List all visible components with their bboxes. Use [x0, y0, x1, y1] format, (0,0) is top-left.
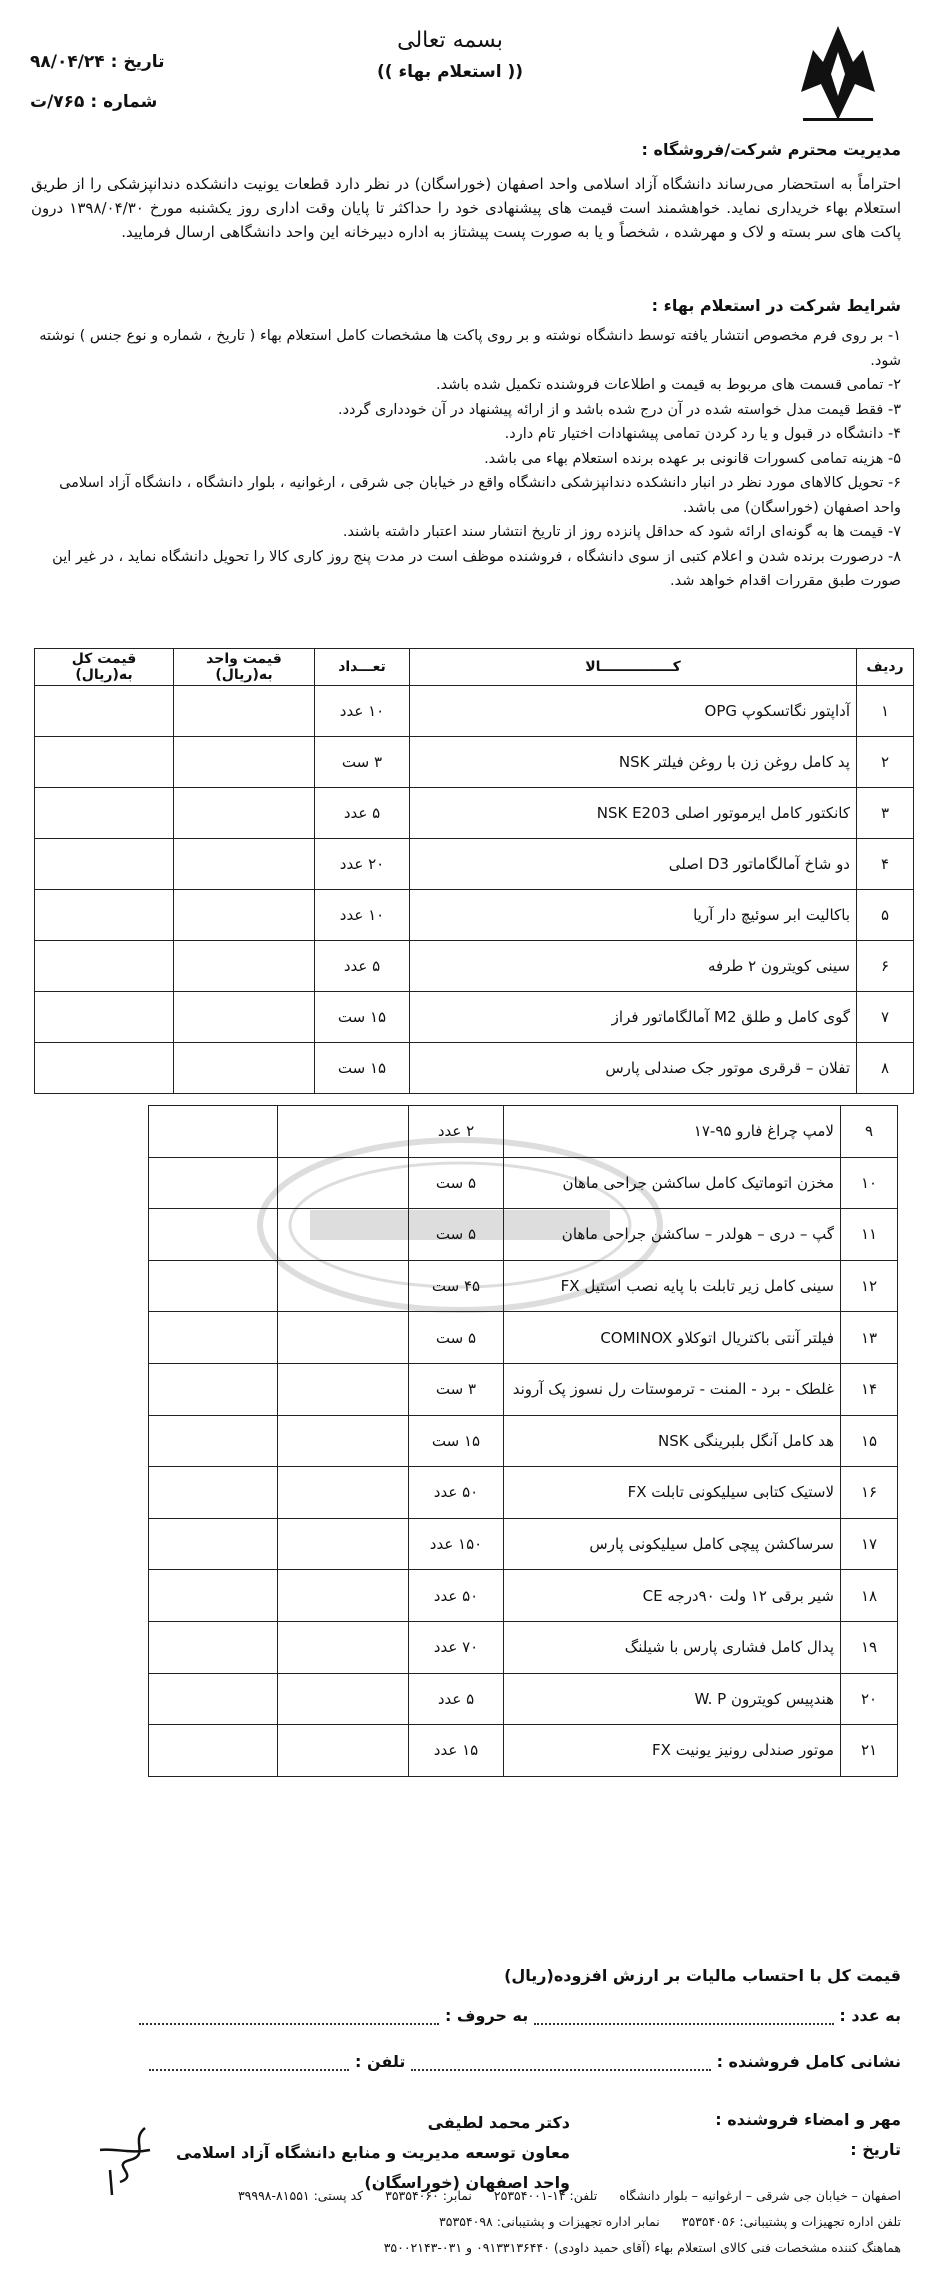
- seller-address-field[interactable]: [411, 2055, 711, 2071]
- total-price-cell[interactable]: [149, 1621, 278, 1673]
- table-row: [149, 1106, 898, 1158]
- signatory-block: [150, 2108, 570, 2198]
- item-quantity: ۱۰ عدد: [315, 686, 410, 737]
- row-index: ۱۴: [841, 1363, 898, 1415]
- total-price-cell[interactable]: [149, 1312, 278, 1364]
- condition-item: ۸- درصورت برنده شدن و اعلام کتبی از سوی دانشگاه ، فروشنده موظف است در مدت پنج روز کاری کالا را تحویل دانشگاه نماید ، در غیر این صورت طبق مقررات اقدام خواهد شد.: [52, 548, 901, 589]
- table-row: [149, 1518, 898, 1570]
- item-name: فیلتر آنتی باکتریال اتوکلاو COMINOX: [504, 1312, 841, 1364]
- row-index: ۵: [857, 890, 914, 941]
- row-index: ۶: [857, 941, 914, 992]
- unit-price-cell[interactable]: [278, 1106, 409, 1158]
- table-row: [149, 1725, 898, 1777]
- bismillah: بسمه تعالی: [397, 28, 503, 53]
- unit-price-cell[interactable]: [278, 1467, 409, 1519]
- item-name: آداپتور نگاتسکوپ OPG: [410, 686, 857, 737]
- item-quantity: ۲۰ عدد: [315, 839, 410, 890]
- total-price-cell[interactable]: [35, 941, 174, 992]
- table-row: [149, 1621, 898, 1673]
- header-unit-price: قیمت واحد به(ریال): [174, 649, 315, 686]
- footer-coordinator-line: [21, 2240, 901, 2255]
- condition-item: ۵- هزینه تمامی کسورات قانونی بر عهده برنده استعلام بهاء می باشد.: [484, 450, 901, 467]
- total-price-cell[interactable]: [35, 992, 174, 1043]
- item-quantity: ۵ ست: [409, 1157, 504, 1209]
- unit-price-cell[interactable]: [174, 839, 315, 890]
- footer-equipment-line: [21, 2214, 901, 2229]
- row-index: ۱۷: [841, 1518, 898, 1570]
- table-row: [35, 686, 914, 737]
- item-quantity: ۳ ست: [409, 1363, 504, 1415]
- seal-line: [715, 2110, 901, 2129]
- seller-address-label: نشانی کامل فروشنده :: [716, 2052, 901, 2071]
- item-quantity: ۵ عدد: [315, 788, 410, 839]
- row-index: ۴: [857, 839, 914, 890]
- total-price-label: قیمت کل با احتساب مالیات بر ارزش افزوده(ریال): [504, 1966, 901, 1985]
- row-index: ۷: [857, 992, 914, 1043]
- total-price-cell[interactable]: [149, 1673, 278, 1725]
- footer-coordinator: هماهنگ کننده مشخصات فنی کالای استعلام بهاء (آقای حمید داودی) ۰۹۱۳۳۱۳۶۴۴۰ و ۰۳۱-۳۵۰۰۲۱۴۳: [383, 2240, 901, 2255]
- item-name: سرساکشن پیچی کامل سیلیکونی پارس: [504, 1518, 841, 1570]
- item-name: غلطک - برد - المنت - ترموستات رل نسوز پک آروند: [504, 1363, 841, 1415]
- item-quantity: ۱۵ عدد: [409, 1725, 504, 1777]
- conditions-list: [31, 324, 901, 594]
- items-table-part1: [34, 648, 914, 1094]
- amount-line: [139, 2006, 901, 2025]
- unit-price-cell[interactable]: [278, 1725, 409, 1777]
- table-row: [149, 1467, 898, 1519]
- signatory-title: معاون توسعه مدیریت و منابع دانشگاه آزاد اسلامی: [175, 2143, 570, 2162]
- unit-price-cell[interactable]: [278, 1518, 409, 1570]
- item-quantity: ۷۰ عدد: [409, 1621, 504, 1673]
- seller-date-line: [850, 2140, 901, 2159]
- table-row: [35, 737, 914, 788]
- total-price-cell[interactable]: [149, 1157, 278, 1209]
- table-row: [149, 1209, 898, 1261]
- item-name: موتور صندلی رونیز یونیت FX: [504, 1725, 841, 1777]
- footer-postal: کد پستی: ۸۱۵۵۱-۳۹۹۹۸: [237, 2188, 364, 2203]
- header-idx: ردیف: [857, 649, 914, 686]
- table-row: [35, 788, 914, 839]
- by-number-label: به عدد :: [839, 2006, 901, 2025]
- items-body-part2: [149, 1106, 898, 1777]
- unit-price-cell[interactable]: [174, 737, 315, 788]
- table-row: [149, 1157, 898, 1209]
- items-table-part2: [148, 1105, 898, 1777]
- unit-price-cell[interactable]: [174, 890, 315, 941]
- seal-label: مهر و امضاء فروشنده :: [715, 2110, 901, 2129]
- item-name: هندپیس کویترون W. P: [504, 1673, 841, 1725]
- date-value: ۹۸/۰۴/۲۴: [30, 52, 105, 72]
- row-index: ۱۰: [841, 1157, 898, 1209]
- unit-price-cell[interactable]: [278, 1260, 409, 1312]
- footer-address: اصفهان – خیابان جی شرقی – ارغوانیه – بلوار دانشگاه: [619, 2188, 901, 2203]
- unit-price-cell[interactable]: [278, 1157, 409, 1209]
- condition-item: ۲- تمامی قسمت های مربوط به قیمت و اطلاعات فروشنده تکمیل شده باشد.: [436, 377, 901, 393]
- total-price-cell[interactable]: [35, 1043, 174, 1094]
- item-name: لامپ چراغ فارو ۹۵-۱۷: [504, 1106, 841, 1158]
- item-name: گوی کامل و طلق M2 آمالگاماتور فراز: [410, 992, 857, 1043]
- item-quantity: ۱۵ ست: [315, 992, 410, 1043]
- total-price-cell[interactable]: [35, 890, 174, 941]
- unit-price-cell[interactable]: [174, 1043, 315, 1094]
- item-quantity: ۵ ست: [409, 1312, 504, 1364]
- item-quantity: ۱۵۰ عدد: [409, 1518, 504, 1570]
- item-name: سینی کویترون ۲ طرفه: [410, 941, 857, 992]
- condition-item: ۳- فقط قیمت مدل خواسته شده در آن درج شده باشد و از ارائه پیشنهاد در آن خودداری گردد.: [337, 401, 901, 418]
- item-name: پد کامل روغن زن با روغن فیلتر NSK: [410, 737, 857, 788]
- row-index: ۱۶: [841, 1467, 898, 1519]
- date-label: تاریخ :: [110, 52, 165, 72]
- table-row: [149, 1415, 898, 1467]
- row-index: ۱۳: [841, 1312, 898, 1364]
- header-total-price: قیمت کل به(ریال): [35, 649, 174, 686]
- number-line: [30, 92, 157, 112]
- total-price-cell[interactable]: [149, 1209, 278, 1261]
- total-price-cell[interactable]: [149, 1570, 278, 1622]
- total-price-cell[interactable]: [149, 1363, 278, 1415]
- item-quantity: ۱۰ عدد: [315, 890, 410, 941]
- table-row: [35, 839, 914, 890]
- number-label: شماره :: [90, 92, 158, 112]
- unit-price-cell[interactable]: [278, 1312, 409, 1364]
- unit-price-cell[interactable]: [278, 1570, 409, 1622]
- table-row: [35, 890, 914, 941]
- row-index: ۳: [857, 788, 914, 839]
- item-quantity: ۴۵ ست: [409, 1260, 504, 1312]
- item-quantity: ۵۰ عدد: [409, 1570, 504, 1622]
- row-index: ۲۰: [841, 1673, 898, 1725]
- row-index: ۲: [857, 737, 914, 788]
- table-row: [149, 1312, 898, 1364]
- total-price-cell[interactable]: [149, 1725, 278, 1777]
- item-name: مخزن اتوماتیک کامل ساکشن جراحی ماهان: [504, 1157, 841, 1209]
- signatory-name: دکتر محمد لطیفی: [427, 2113, 570, 2132]
- header-qty: تعـــداد: [315, 649, 410, 686]
- unit-price-cell[interactable]: [174, 992, 315, 1043]
- item-quantity: ۱۵ ست: [315, 1043, 410, 1094]
- unit-price-cell[interactable]: [278, 1673, 409, 1725]
- footer-equip-fax: نمابر اداره تجهیزات و پشتیبانی: ۳۵۳۵۴۰۹۸: [439, 2214, 660, 2229]
- row-index: ۱: [857, 686, 914, 737]
- row-index: ۱۱: [841, 1209, 898, 1261]
- footer-fax: نمابر: ۳۵۳۵۴۰۶۰: [385, 2188, 472, 2203]
- row-index: ۲۱: [841, 1725, 898, 1777]
- by-number-field[interactable]: [534, 2009, 834, 2025]
- item-name: دو شاخ آمالگاماتور D3 اصلی: [410, 839, 857, 890]
- condition-item: ۴- دانشگاه در قبول و یا رد کردن تمامی پیشنهادات اختیار تام دارد.: [504, 426, 901, 442]
- item-quantity: ۵۰ عدد: [409, 1467, 504, 1519]
- table-header-row: [35, 649, 914, 686]
- item-name: شیر برقی ۱۲ ولت ۹۰درجه CE: [504, 1570, 841, 1622]
- unit-price-cell[interactable]: [278, 1621, 409, 1673]
- table-row: [149, 1570, 898, 1622]
- item-quantity: ۲ عدد: [409, 1106, 504, 1158]
- total-price-cell[interactable]: [149, 1467, 278, 1519]
- item-quantity: ۱۵ ست: [409, 1415, 504, 1467]
- by-words-field[interactable]: [139, 2009, 439, 2025]
- item-quantity: ۵ عدد: [315, 941, 410, 992]
- number-value: ۷۶۵/ت: [30, 92, 85, 112]
- total-price-cell[interactable]: [149, 1518, 278, 1570]
- item-quantity: ۳ ست: [315, 737, 410, 788]
- item-name: پدال کامل فشاری پارس با شیلنگ: [504, 1621, 841, 1673]
- unit-price-cell[interactable]: [174, 788, 315, 839]
- item-name: گپ – دری – هولدر – ساکشن جراحی ماهان: [504, 1209, 841, 1261]
- table-row: [35, 992, 914, 1043]
- unit-price-cell[interactable]: [174, 686, 315, 737]
- row-index: ۱۸: [841, 1570, 898, 1622]
- table-row: [35, 941, 914, 992]
- addressee: مدیریت محترم شرکت/فروشگاه :: [641, 140, 901, 159]
- item-name: باکالیت ابر سوئیچ دار آریا: [410, 890, 857, 941]
- total-price-cell[interactable]: [149, 1106, 278, 1158]
- total-price-cell[interactable]: [35, 737, 174, 788]
- phone-field[interactable]: [149, 2055, 349, 2071]
- footer-phone: تلفن: ۱۴-۲۵۳۵۴۰۰۱: [493, 2188, 598, 2203]
- item-name: تفلان – قرقری موتور جک صندلی پارس: [410, 1043, 857, 1094]
- condition-item: ۷- قیمت ها به گونه‌ای ارائه شود که حداقل پانزده روز از تاریخ انتشار سند اعتبار داشته باشند.: [342, 524, 901, 540]
- document-subtitle: (( استعلام بهاء )): [377, 62, 523, 82]
- intro-paragraph: احتراماً به استحضار می‌رساند دانشگاه آزاد اسلامی واحد اصفهان (خوراسگان) در نظر دارد قطعات یونیت دانشکده دندانپزشکی را از طریق استعلام بهاء خریداری نماید. خواهشمند است قیمت های پیشنهادی خود را حداکثر تا پایان وقت اداری روز یکشنبه مورخ ۱۳۹۸/۰۴/۳۰ درون پاکت های سر بسته و لاک و مهرشده ، شخصاً و یا به صورت پست پیشتاز به اداره دبیرخانه این واحد دانشگاهی ارسال فرمایید.: [31, 175, 902, 241]
- table-row: [149, 1260, 898, 1312]
- item-name: سینی کامل زیر تابلت با پایه نصب استیل FX: [504, 1260, 841, 1312]
- total-price-cell[interactable]: [35, 788, 174, 839]
- table-row: [35, 1043, 914, 1094]
- unit-price-cell[interactable]: [278, 1363, 409, 1415]
- item-name: لاستیک کتابی سیلیکونی تابلت FX: [504, 1467, 841, 1519]
- date-line: [30, 52, 165, 72]
- unit-price-cell[interactable]: [278, 1209, 409, 1261]
- row-index: ۱۲: [841, 1260, 898, 1312]
- seller-date-label: تاریخ :: [850, 2140, 901, 2159]
- row-index: ۱۹: [841, 1621, 898, 1673]
- row-index: ۸: [857, 1043, 914, 1094]
- total-price-cell[interactable]: [35, 839, 174, 890]
- footer-address-line: [21, 2188, 901, 2203]
- address-line: [149, 2052, 901, 2071]
- footer-equip-phone: تلفن اداره تجهیزات و پشتیبانی: ۳۵۳۵۴۰۵۶: [681, 2214, 901, 2229]
- header-item: کـــــــــــــــالا: [410, 649, 857, 686]
- item-name: هد کامل آنگل بلبرینگی NSK: [504, 1415, 841, 1467]
- conditions-title: شرایط شرکت در استعلام بهاء :: [651, 296, 901, 315]
- item-name: کانکتور کامل ایرموتور اصلی NSK E203: [410, 788, 857, 839]
- table-row: [149, 1673, 898, 1725]
- row-index: ۱۵: [841, 1415, 898, 1467]
- items-body-part1: [35, 686, 914, 1094]
- item-quantity: ۵ عدد: [409, 1673, 504, 1725]
- phone-label: تلفن :: [354, 2052, 406, 2071]
- signatory-unit: واحد اصفهان (خوراسگان): [364, 2173, 570, 2192]
- total-price-cell[interactable]: [149, 1260, 278, 1312]
- row-index: ۹: [841, 1106, 898, 1158]
- total-price-cell[interactable]: [35, 686, 174, 737]
- unit-price-cell[interactable]: [278, 1415, 409, 1467]
- item-quantity: ۵ ست: [409, 1209, 504, 1261]
- by-words-label: به حروف :: [444, 2006, 529, 2025]
- table-row: [149, 1363, 898, 1415]
- university-logo-icon: [793, 22, 883, 127]
- total-price-cell[interactable]: [149, 1415, 278, 1467]
- condition-item: ۶- تحویل کالاهای مورد نظر در انبار دانشکده دندانپزشکی دانشگاه واقع در خیابان جی شرقی ، ارغوانیه ، بلوار دانشگاه ، دانشگاه آزاد اسلامی واحد اصفهان (خوراسگان) می باشد.: [59, 475, 901, 516]
- condition-item: ۱- بر روی فرم مخصوص انتشار یافته توسط دانشگاه نوشته و بر روی پاکت ها مشخصات کامل استعلام بهاء ( تاریخ ، شماره و نوع جنس ) نوشته شود.: [39, 328, 901, 369]
- unit-price-cell[interactable]: [174, 941, 315, 992]
